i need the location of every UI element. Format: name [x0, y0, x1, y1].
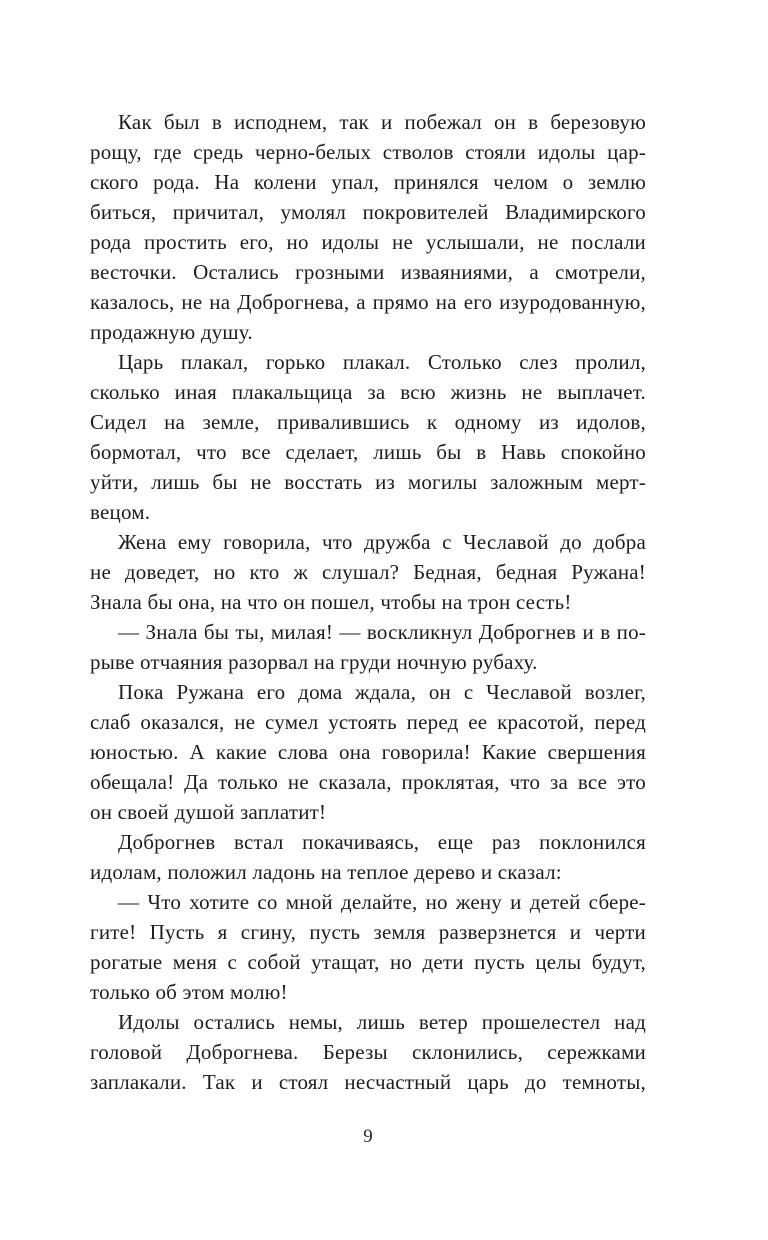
text-line: гите! Пусть я сгину, пусть земля разверзнется и черти [90, 920, 646, 944]
text-line: рощу, где средь черно-белых стволов стояли идолы цар- [90, 140, 646, 164]
text-line: Как был в исподнем, так и побежал он в березовую [118, 110, 646, 134]
text-line: — Что хотите со мной делайте, но жену и детей сбере- [118, 890, 646, 914]
paragraph [90, 887, 646, 1007]
text-line: Сидел на земле, привалившись к одному из идолов, [90, 410, 646, 434]
page-number: 9 [363, 1126, 373, 1147]
paragraph [90, 347, 646, 527]
text-line: биться, причитал, умолял покровителей Владимирского [90, 200, 646, 224]
text-line: не доведет, но кто ж слушал? Бедная, бедная Ружана! [90, 560, 646, 584]
text-line: ского рода. На колени упал, принялся челом о землю [90, 170, 646, 194]
text-line: только об этом молю! [90, 980, 288, 1004]
text-line: уйти, лишь бы не восстать из могилы заложным мерт- [90, 470, 646, 494]
text-line: вецом. [90, 500, 151, 524]
text-line: Знала бы она, на что он пошел, чтобы на трон сесть! [90, 590, 572, 614]
text-line: казалось, не на Доброгнева, а прямо на его изуродованную, [90, 290, 646, 314]
text-line: Идолы остались немы, лишь ветер прошелестел над [118, 1010, 646, 1034]
text-line: рогатые меня с собой утащат, но дети пусть целы будут, [90, 950, 646, 974]
text-line: юностью. А какие слова она говорила! Какие свершения [90, 740, 646, 764]
text-line: продажную душу. [90, 320, 253, 344]
paragraph [90, 107, 646, 347]
text-block [90, 107, 646, 1097]
text-line: рода простить его, но идолы не услышали, не послали [90, 230, 646, 254]
text-line: рыве отчаяния разорвал на груди ночную рубаху. [90, 650, 538, 674]
text-line: заплакали. Так и стоял несчастный царь до темноты, [90, 1070, 646, 1094]
paragraph [90, 527, 646, 617]
paragraph [90, 617, 646, 677]
paragraph [90, 677, 646, 827]
paragraph [90, 827, 646, 887]
text-line: он своей душой заплатит! [90, 800, 327, 824]
text-line: слаб оказался, не сумел устоять перед ее красотой, перед [90, 710, 646, 734]
text-line: Жена ему говорила, что дружба с Чеславой до добра [118, 530, 646, 554]
text-line: весточки. Остались грозными изваяниями, а смотрели, [90, 260, 646, 284]
text-line: бормотал, что все сделает, лишь бы в Навь спокойно [90, 440, 646, 464]
text-line: Царь плакал, горько плакал. Столько слез пролил, [118, 350, 646, 374]
text-line: идолам, положил ладонь на теплое дерево и сказал: [90, 860, 562, 884]
text-line: обещала! Да только не сказала, проклятая, что за все это [90, 770, 646, 794]
text-line: сколько иная плакальщица за всю жизнь не выплачет. [90, 380, 646, 404]
paragraph [90, 1007, 646, 1097]
text-line: — Знала бы ты, милая! — воскликнул Доброгнев и в по- [118, 620, 646, 644]
text-line: Доброгнев встал покачиваясь, еще раз поклонился [118, 830, 646, 854]
text-line: Пока Ружана его дома ждала, он с Чеславой возлег, [118, 680, 646, 704]
text-line: головой Доброгнева. Березы склонились, сережками [90, 1040, 646, 1064]
